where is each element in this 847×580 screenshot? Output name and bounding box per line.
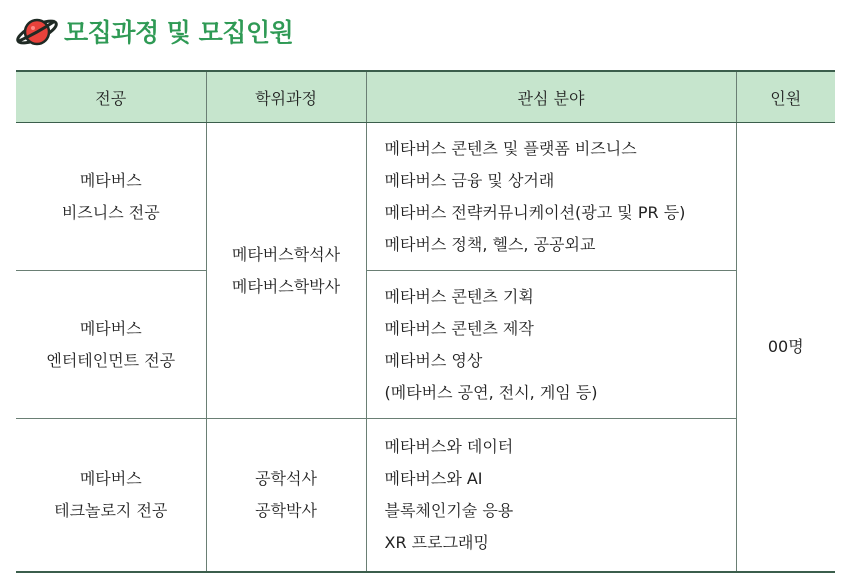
major-line: 메타버스 [79,170,142,190]
interest-item: 메타버스 콘텐츠 및 플랫폼 비즈니스 [384,138,637,158]
recruitment-table [16,70,835,573]
header-degree: 학위과정 [206,71,366,123]
interest-item: 메타버스와 AI [384,469,483,488]
table-row [16,123,835,271]
table-header-row [16,71,835,123]
major-cell [16,419,206,573]
major-line: 테크놀로지 전공 [54,501,168,520]
header-major: 전공 [16,71,206,123]
interest-cell [366,123,736,271]
degree-line: 메타버스학석사 [231,244,341,264]
major-cell [16,123,206,271]
interest-item: 블록체인기술 응용 [384,501,514,520]
table-row [16,419,835,573]
degree-cell [206,123,366,419]
degree-cell [206,419,366,573]
page-title: 모집과정 및 모집인원 [64,18,294,47]
interest-item: 메타버스 콘텐츠 제작 [384,318,534,338]
headcount-cell: 00명 [736,123,835,573]
interest-item: 메타버스 영상 [384,350,483,370]
interest-item: 메타버스 콘텐츠 기획 [384,286,534,306]
interest-item: 메타버스 전략커뮤니케이션(광고 및 PR 등) [384,202,686,222]
table-row [16,271,835,419]
interest-item: 메타버스 금융 및 상거래 [384,170,555,190]
major-cell [16,271,206,419]
header-interest: 관심 분야 [366,71,736,123]
interest-item: (메타버스 공연, 전시, 게임 등) [384,382,598,402]
degree-line: 메타버스학박사 [231,276,341,296]
section-header [14,8,293,54]
major-line: 엔터테인먼트 전공 [46,350,176,370]
interest-item: XR 프로그래밍 [384,533,489,552]
major-line: 메타버스 [79,318,142,338]
planet-icon [14,11,60,51]
interest-cell [366,419,736,573]
interest-cell [366,271,736,419]
degree-line: 공학석사 [255,469,317,488]
major-line: 비즈니스 전공 [61,202,160,222]
header-headcount: 인원 [736,71,835,123]
major-line: 메타버스 [79,469,142,488]
degree-line: 공학박사 [255,501,317,520]
interest-item: 메타버스와 데이터 [384,437,514,456]
interest-item: 메타버스 정책, 헬스, 공공외교 [384,234,596,254]
